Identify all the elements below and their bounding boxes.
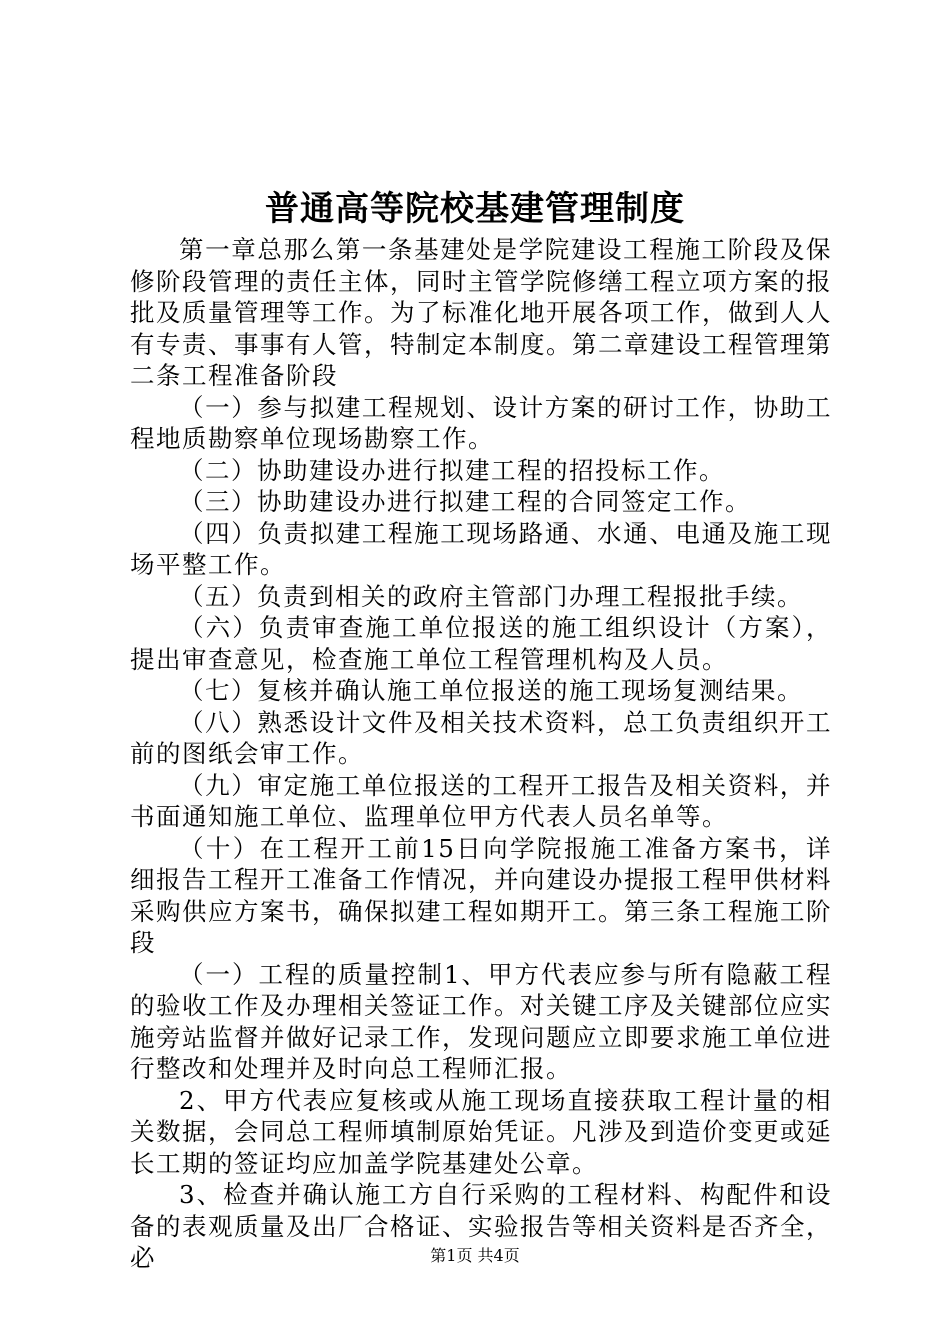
paragraph: （三）协助建设办进行拟建工程的合同签定工作。 (179, 487, 751, 516)
paragraph: （十）在工程开工前15日向学院报施工准备方案书，详细报告工程开工准备工作情况，并向建设办提报工程甲供材料采购供应方案书，确保拟建工程如期开工。第三条工程施工阶段 (130, 833, 832, 957)
page-total: 共4页 (477, 1246, 520, 1265)
paragraph: （二）协助建设办进行拟建工程的招投标工作。 (179, 455, 725, 485)
paragraph: （八）熟悉设计文件及相关技术资料，总工负责组织开工前的图纸会审工作。 (130, 707, 832, 768)
paragraph: 2、甲方代表应复核或从施工现场直接获取工程计量的相关数据，会同总工程师填制原始凭证。凡涉及到造价变更或延长工期的签证均应加盖学院基建处公章。 (130, 1085, 832, 1178)
paragraph: （五）负责到相关的政府主管部门办理工程报批手续。 (179, 581, 803, 611)
page-footer (0, 1245, 950, 1267)
page-number: 第1页 (430, 1246, 473, 1265)
document-body (130, 234, 832, 1274)
page-title: 普通高等院校基建管理制度 (265, 189, 685, 229)
paragraph: （七）复核并确认施工单位报送的施工现场复测结果。 (179, 676, 803, 705)
paragraph: （九）审定施工单位报送的工程开工报告及相关资料，并书面通知施工单位、监理单位甲方代表人员名单等。 (130, 770, 832, 831)
paragraph: （一）参与拟建工程规划、设计方案的研讨工作，协助工程地质勘察单位现场勘察工作。 (130, 392, 832, 453)
paragraph: （六）负责审查施工单位报送的施工组织设计（方案），提出审查意见，检查施工单位工程管理机构及人员。 (130, 613, 832, 674)
paragraph: 3、检查并确认施工方自行采购的工程材料、构配件和设备的表观质量及出厂合格证、实验报告等相关资料是否齐全，必 (130, 1180, 832, 1272)
paragraph: （一）工程的质量控制1、甲方代表应参与所有隐蔽工程的验收工作及办理相关签证工作。对关键工序及关键部位应实施旁站监督并做好记录工作，发现问题应立即要求施工单位进行整改和处理并及时向总工程师汇报。 (130, 959, 832, 1083)
paragraph: 第一章总那么第一条基建处是学院建设工程施工阶段及保修阶段管理的责任主体，同时主管学院修缮工程立项方案的报批及质量管理等工作。为了标准化地开展各项工作，做到人人有专责、事事有人管，特制定本制度。第二章建设工程管理第二条工程准备阶段 (130, 235, 832, 390)
paragraph: （四）负责拟建工程施工现场路通、水通、电通及施工现场平整工作。 (130, 518, 832, 579)
